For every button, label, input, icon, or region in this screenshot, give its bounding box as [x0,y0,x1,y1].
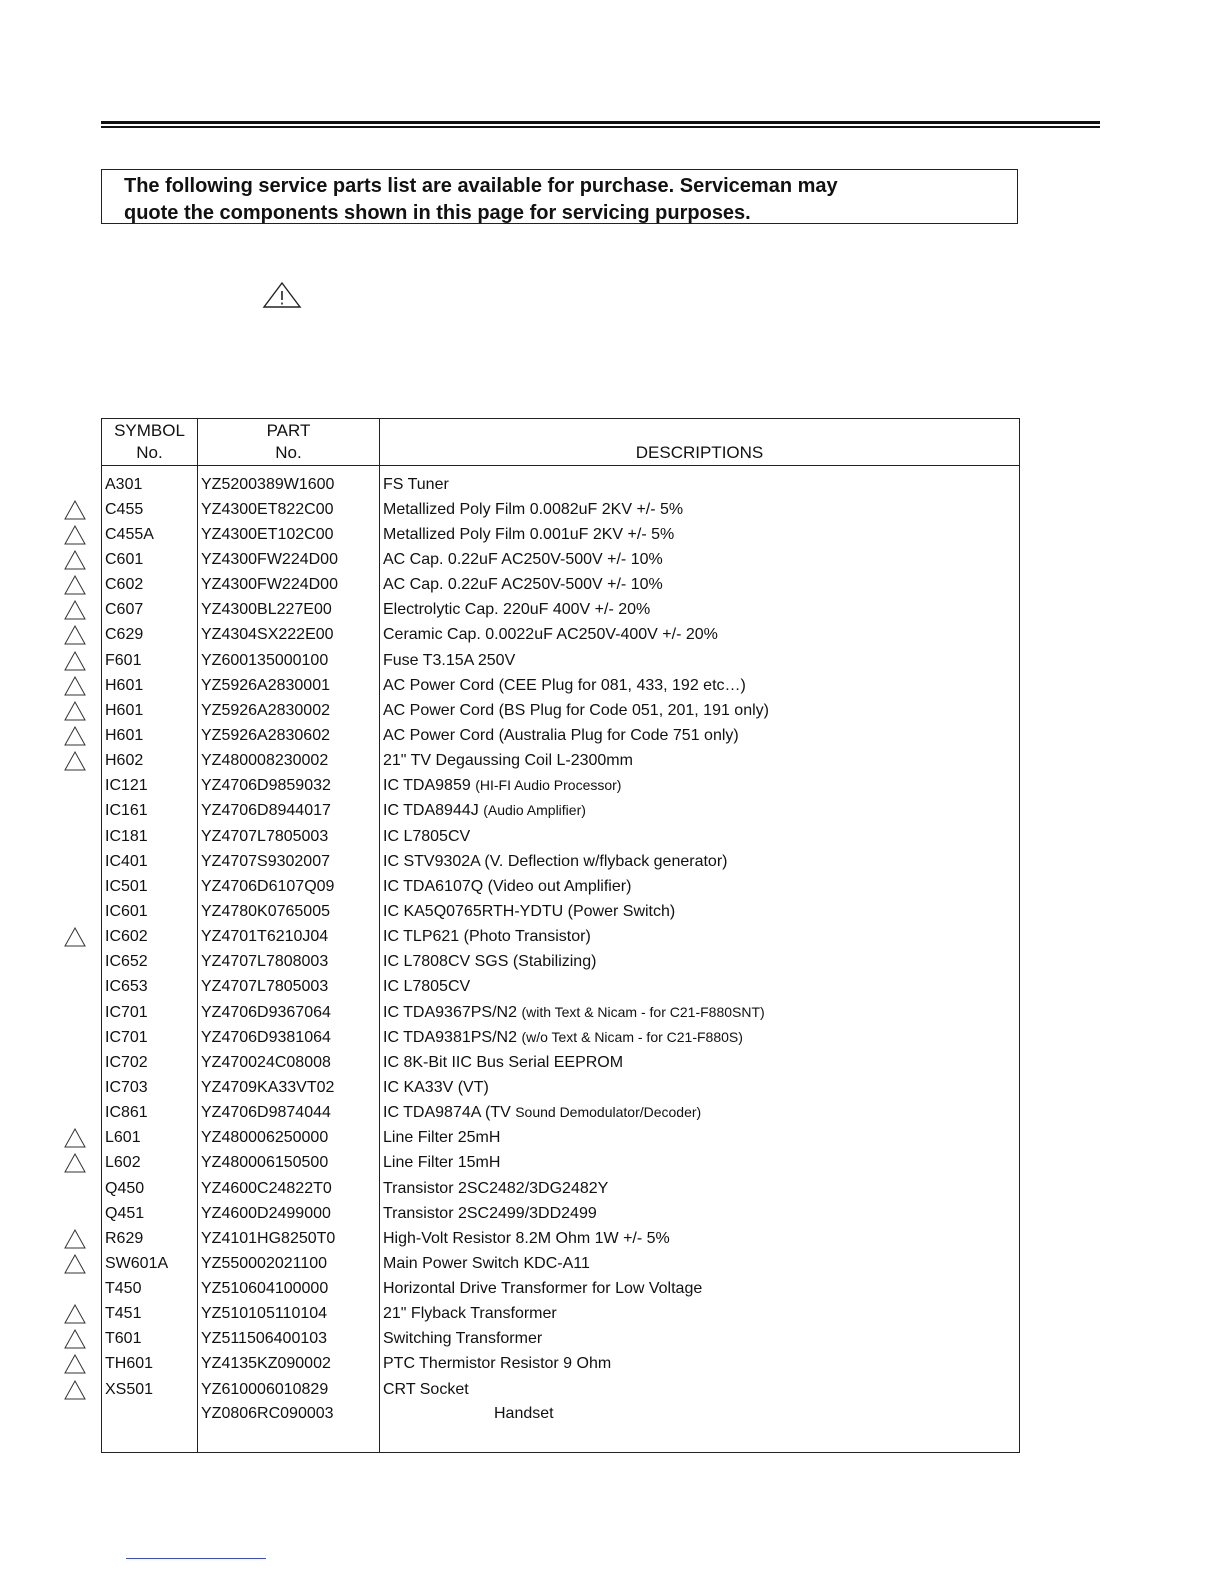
symbol-cell: IC602 [102,925,198,950]
symbol-cell: H601 [102,723,198,748]
table-row [102,698,1020,723]
description-cell: 21" Flyback Transformer [380,1302,1020,1327]
table-row [102,1126,1020,1151]
description-cell: IC 8K-Bit IIC Bus Serial EEPROM [380,1050,1020,1075]
safety-triangle-icon [64,550,86,570]
description-cell: FS Tuner [380,466,1020,498]
description-cell: Transistor 2SC2482/3DG2482Y [380,1176,1020,1201]
notice-line-1: The following service parts list are available for purchase. Serviceman may [124,175,838,197]
part-number-cell: YZ4300FW224D00 [198,573,380,598]
part-number-cell: YZ4300ET822C00 [198,497,380,522]
part-number-cell: YZ480006150500 [198,1151,380,1176]
table-row [102,1000,1020,1025]
header-descriptions: DESCRIPTIONS [380,419,1020,466]
table-row [102,874,1020,899]
symbol-cell: C455 [102,497,198,522]
table-row [102,950,1020,975]
part-number-cell: YZ4780K0765005 [198,899,380,924]
description-cell: IC TLP621 (Photo Transistor) [380,925,1020,950]
purchase-notice-box [101,169,1018,224]
part-number-cell: YZ5200389W1600 [198,466,380,498]
table-row [102,1352,1020,1377]
safety-triangle-icon [64,927,86,947]
empty-cell [198,1425,380,1453]
description-cell: AC Cap. 0.22uF AC250V-500V +/- 10% [380,547,1020,572]
part-number-cell: YZ5926A2830602 [198,723,380,748]
table-row [102,799,1020,824]
symbol-cell: Q450 [102,1176,198,1201]
table-row [102,648,1020,673]
description-cell: IC KA5Q0765RTH-YDTU (Power Switch) [380,899,1020,924]
description-cell: AC Power Cord (BS Plug for Code 051, 201, 191 only) [380,698,1020,723]
description-note: Sound Demodulator/Decoder) [515,1104,702,1121]
table-row [102,1075,1020,1100]
part-number-cell: YZ4707L7805003 [198,824,380,849]
description-cell: High-Volt Resistor 8.2M Ohm 1W +/- 5% [380,1226,1020,1251]
safety-triangle-icon [64,1128,86,1148]
parts-list-body [102,466,1020,1453]
table-row [102,1277,1020,1302]
part-number-cell: YZ4300ET102C00 [198,522,380,547]
part-number-cell: YZ4304SX222E00 [198,623,380,648]
table-row [102,1201,1020,1226]
table-row [102,1101,1020,1126]
symbol-cell: IC653 [102,975,198,1000]
notice-line-2: quote the components shown in this page for servicing purposes. [124,202,751,224]
part-number-cell: YZ4707S9302007 [198,849,380,874]
description-cell: Electrolytic Cap. 220uF 400V +/- 20% [380,598,1020,623]
table-row [102,522,1020,547]
safety-warning-icon [262,281,302,309]
part-number-cell: YZ550002021100 [198,1251,380,1276]
description-cell: IC L7805CV [380,824,1020,849]
table-row [102,1251,1020,1276]
description-cell: Ceramic Cap. 0.0022uF AC250V-400V +/- 20% [380,623,1020,648]
symbol-cell: IC121 [102,774,198,799]
symbol-cell: L601 [102,1126,198,1151]
symbol-cell: IC401 [102,849,198,874]
part-number-cell: YZ4300BL227E00 [198,598,380,623]
description-cell: Handset [380,1402,1020,1425]
part-number-cell: YZ4706D9381064 [198,1025,380,1050]
safety-triangle-icon [64,1380,86,1400]
header-rule-thin [101,126,1100,128]
description-cell: IC TDA8944J (Audio Amplifier) [380,799,1020,824]
symbol-cell: C602 [102,573,198,598]
part-number-cell: YZ4300FW224D00 [198,547,380,572]
description-cell: IC TDA6107Q (Video out Amplifier) [380,874,1020,899]
part-number-cell: YZ600135000100 [198,648,380,673]
description-cell: Metallized Poly Film 0.001uF 2KV +/- 5% [380,522,1020,547]
symbol-cell: C455A [102,522,198,547]
symbol-cell: IC701 [102,1000,198,1025]
description-cell: IC STV9302A (V. Deflection w/flyback generator) [380,849,1020,874]
part-number-cell: YZ480008230002 [198,749,380,774]
table-row [102,598,1020,623]
table-row [102,723,1020,748]
table-row [102,1025,1020,1050]
safety-triangle-icon [64,600,86,620]
part-number-cell: YZ510105110104 [198,1302,380,1327]
empty-cell [380,1425,1020,1453]
part-number-cell: YZ4709KA33VT02 [198,1075,380,1100]
symbol-cell: H601 [102,673,198,698]
table-row [102,1377,1020,1402]
description-cell: IC TDA9381PS/N2 (w/o Text & Nicam - for C21-F880S) [380,1025,1020,1050]
safety-triangle-icon [64,1229,86,1249]
symbol-cell: A301 [102,466,198,498]
description-cell: IC KA33V (VT) [380,1075,1020,1100]
safety-triangle-icon [64,701,86,721]
safety-triangle-icon [64,751,86,771]
symbol-cell: H601 [102,698,198,723]
table-row [102,547,1020,572]
table-row [102,623,1020,648]
symbol-cell: IC181 [102,824,198,849]
table-row [102,1327,1020,1352]
table-row-spacer [102,1425,1020,1453]
table-row [102,1176,1020,1201]
parts-list-table [101,418,1020,1453]
description-cell: Switching Transformer [380,1327,1020,1352]
symbol-cell: Q451 [102,1201,198,1226]
description-cell: CRT Socket [380,1377,1020,1402]
part-number-cell: YZ510604100000 [198,1277,380,1302]
symbol-cell: L602 [102,1151,198,1176]
part-number-cell: YZ610006010829 [198,1377,380,1402]
part-number-cell: YZ4701T6210J04 [198,925,380,950]
header-part: PART No. [198,419,380,466]
table-row [102,749,1020,774]
part-number-cell: YZ511506400103 [198,1327,380,1352]
table-row [102,1402,1020,1425]
symbol-cell: IC501 [102,874,198,899]
safety-triangle-icon [64,625,86,645]
table-row [102,573,1020,598]
part-number-cell: YZ4706D9367064 [198,1000,380,1025]
part-number-cell: YZ5926A2830001 [198,673,380,698]
description-cell: IC TDA9859 (HI-FI Audio Processor) [380,774,1020,799]
table-row [102,1050,1020,1075]
part-number-cell: YZ4706D9859032 [198,774,380,799]
description-cell: Line Filter 25mH [380,1126,1020,1151]
table-row [102,1151,1020,1176]
symbol-cell: H602 [102,749,198,774]
safety-triangle-icon [64,525,86,545]
description-cell: IC TDA9367PS/N2 (with Text & Nicam - for C21-F880SNT) [380,1000,1020,1025]
safety-triangle-icon [64,1354,86,1374]
safety-triangle-icon [64,1304,86,1324]
header-rule-thick [101,121,1100,124]
part-number-cell: YZ0806RC090003 [198,1402,380,1425]
description-cell: Horizontal Drive Transformer for Low Voltage [380,1277,1020,1302]
symbol-cell: XS501 [102,1377,198,1402]
description-cell: IC L7805CV [380,975,1020,1000]
table-row [102,824,1020,849]
description-cell: AC Cap. 0.22uF AC250V-500V +/- 10% [380,573,1020,598]
table-header-row [102,419,1020,466]
safety-triangle-icon [64,726,86,746]
description-cell: Main Power Switch KDC-A11 [380,1251,1020,1276]
symbol-cell: IC703 [102,1075,198,1100]
description-cell: 21" TV Degaussing Coil L-2300mm [380,749,1020,774]
symbol-cell: T601 [102,1327,198,1352]
symbol-cell: C607 [102,598,198,623]
symbol-cell: IC161 [102,799,198,824]
symbol-cell: T451 [102,1302,198,1327]
part-number-cell: YZ4600C24822T0 [198,1176,380,1201]
description-cell: IC TDA9874A (TV Sound Demodulator/Decoder) [380,1101,1020,1126]
safety-triangle-icon [64,500,86,520]
part-number-cell: YZ4707L7808003 [198,950,380,975]
part-number-cell: YZ4706D9874044 [198,1101,380,1126]
description-cell: Metallized Poly Film 0.0082uF 2KV +/- 5% [380,497,1020,522]
part-number-cell: YZ4707L7805003 [198,975,380,1000]
symbol-cell: SW601A [102,1251,198,1276]
table-row [102,774,1020,799]
symbol-cell: IC861 [102,1101,198,1126]
part-number-cell: YZ480006250000 [198,1126,380,1151]
description-cell: AC Power Cord (CEE Plug for 081, 433, 192 etc…) [380,673,1020,698]
symbol-cell: TH601 [102,1352,198,1377]
table-row [102,849,1020,874]
symbol-cell [102,1402,198,1425]
description-cell: Line Filter 15mH [380,1151,1020,1176]
part-number-cell: YZ4135KZ090002 [198,1352,380,1377]
table-row [102,975,1020,1000]
table-row [102,899,1020,924]
symbol-cell: IC601 [102,899,198,924]
safety-triangle-icon [64,676,86,696]
description-cell: PTC Thermistor Resistor 9 Ohm [380,1352,1020,1377]
symbol-cell: F601 [102,648,198,673]
table-row [102,1302,1020,1327]
description-note: (with Text & Nicam - for C21-F880SNT) [521,1003,765,1020]
safety-triangle-icon [64,1254,86,1274]
symbol-cell: IC702 [102,1050,198,1075]
part-number-cell: YZ4101HG8250T0 [198,1226,380,1251]
header-symbol: SYMBOL No. [102,419,198,466]
description-note: (w/o Text & Nicam - for C21-F880S) [521,1028,743,1045]
symbol-cell: IC701 [102,1025,198,1050]
description-cell: AC Power Cord (Australia Plug for Code 751 only) [380,723,1020,748]
description-cell: Fuse T3.15A 250V [380,648,1020,673]
safety-triangle-icon [64,1153,86,1173]
description-note: (HI-FI Audio Processor) [475,777,622,794]
symbol-cell: R629 [102,1226,198,1251]
description-cell: IC L7808CV SGS (Stabilizing) [380,950,1020,975]
table-row [102,925,1020,950]
part-number-cell: YZ5926A2830002 [198,698,380,723]
table-row [102,673,1020,698]
table-row [102,466,1020,498]
table-row [102,497,1020,522]
empty-cell [102,1425,198,1453]
symbol-cell: IC652 [102,950,198,975]
table-row [102,1226,1020,1251]
part-number-cell: YZ4706D6107Q09 [198,874,380,899]
part-number-cell: YZ4600D2499000 [198,1201,380,1226]
safety-triangle-icon [64,1329,86,1349]
part-number-cell: YZ470024C08008 [198,1050,380,1075]
symbol-cell: C629 [102,623,198,648]
footer-link-line [126,1558,266,1559]
symbol-cell: C601 [102,547,198,572]
part-number-cell: YZ4706D8944017 [198,799,380,824]
safety-triangle-icon [64,651,86,671]
safety-triangle-icon [64,575,86,595]
description-cell: Transistor 2SC2499/3DD2499 [380,1201,1020,1226]
symbol-cell: T450 [102,1277,198,1302]
description-note: (Audio Amplifier) [483,802,586,819]
